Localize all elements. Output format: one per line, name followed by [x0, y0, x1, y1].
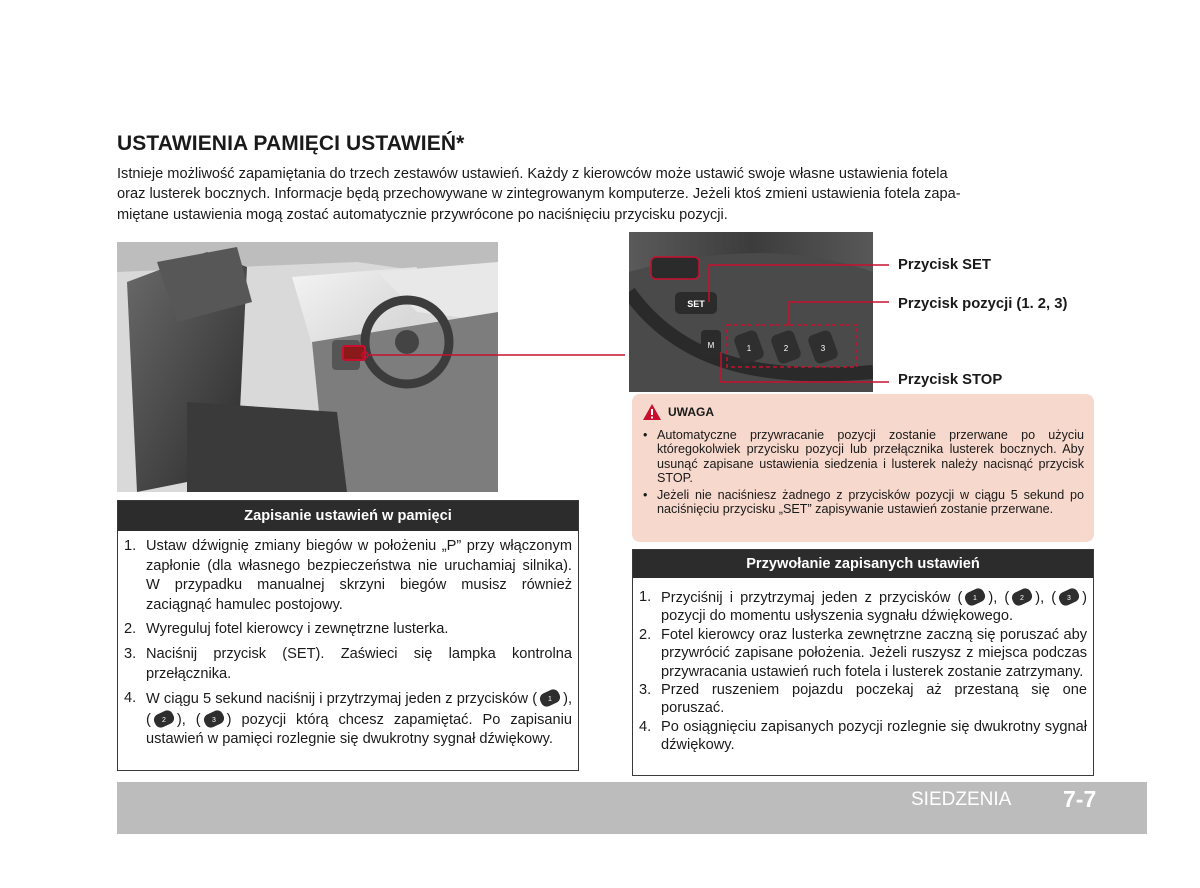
stop-key-label: M: [707, 341, 715, 350]
step-text: Wyreguluj fotel kierowcy i zewnętrzne lusterka.: [146, 621, 449, 638]
position-2-button-icon: [151, 710, 177, 728]
position-2-button-icon: [1009, 588, 1035, 606]
intro-line: Istnieje możliwość zapamiętania do trzech zestawów ustawień. Każdy z kierowców może ustawić swoje własne ustawienia fotela: [117, 166, 948, 182]
step-text-separator: ), (: [146, 691, 572, 728]
warning-item: • Jeżeli nie naciśniesz żadnego z przycisków pozycji w ciągu 5 sekund po naciśnięciu przycisku „SET” zapisywanie ustawień zostanie przerwane.: [640, 488, 1084, 517]
set-key-label: SET: [687, 299, 705, 309]
recall-settings-heading: Przywołanie zapisanych ustawień: [633, 550, 1093, 578]
step-text-separator: ), (: [988, 590, 1010, 606]
step-number: 1.: [124, 538, 137, 554]
intro-line: miętane ustawienia mogą zostać automatycznie przywrócone po naciśnięciu przycisku pozycji.: [117, 206, 728, 223]
warning-list: [640, 428, 1084, 518]
recall-step: [639, 626, 1087, 681]
position-1-button-icon: [962, 588, 988, 606]
step-number: 3.: [639, 682, 652, 699]
save-steps-list: [118, 531, 578, 750]
recall-step: [639, 681, 1087, 718]
step-text-separator: ), (: [176, 711, 201, 728]
step-text: Po osiągnięciu zapisanych pozycji rozlegnie się dwukrotny sygnał dźwiękowy.: [661, 718, 1087, 754]
callout-position-buttons: Przycisk pozycji (1. 2, 3): [898, 296, 1068, 312]
callout-connector-line: [360, 340, 630, 370]
recall-step: [639, 588, 1087, 626]
step-text: Ustaw dźwignię zmiany biegów w położeniu „P” przy włączonym zapłonie (dla własnego bezpieczeństwa nie uruchamiaj silnika). W przypadku manualnej skrzyni biegów musisz również zaciągnąć hamulec postojowy.: [146, 538, 572, 613]
save-settings-heading: Zapisanie ustawień w pamięci: [118, 501, 578, 531]
step-text: Fotel kierowcy oraz lusterka zewnętrzne zaczną się poruszać aby przywrócić zapisane położenia. Jeżeli ruszysz z miejsca podczas przywracania ustawień ruch fotela i lusterek zostanie zatrzymany.: [661, 626, 1087, 680]
step-number: 1.: [639, 589, 652, 605]
warning-triangle-icon: [642, 403, 662, 421]
step-text: Naciśnij przycisk (SET). Zaświeci się lampka kontrolna przełącznika.: [146, 645, 572, 682]
step-number: 3.: [124, 645, 137, 662]
svg-text:3: 3: [211, 716, 216, 724]
save-step: [124, 620, 572, 640]
step-text-end: ) pozycji którą chcesz zapamiętać. Po zapisaniu ustawień w pamięci rozlegnie się dwukrotny sygnał dźwiękowy.: [146, 711, 572, 748]
position-3-button-icon: [201, 710, 227, 728]
pos1-key-label: 1: [746, 344, 752, 353]
svg-text:2: 2: [161, 716, 166, 724]
step-text-separator: ), (: [1035, 590, 1057, 606]
footer-section-name: SIEDZENIA: [911, 789, 1012, 810]
pos3-key-label: 3: [820, 344, 826, 353]
svg-text:2: 2: [1020, 595, 1025, 602]
position-1-button-icon: [537, 689, 563, 707]
svg-text:3: 3: [1067, 595, 1072, 602]
recall-steps-list: [633, 578, 1093, 755]
memory-switch-detail-image: [629, 232, 873, 392]
svg-text:1: 1: [973, 595, 978, 602]
callout-set-button: Przycisk SET: [898, 257, 991, 273]
step-text-start: W ciągu 5 sekund naciśnij i przytrzymaj jeden z przycisków (: [146, 691, 538, 708]
step-text-start: Przyciśnij i przytrzymaj jeden z przycisków (: [661, 590, 963, 606]
step-text-end: ) pozycji do momentu usłyszenia sygnału dźwiękowego.: [661, 590, 1087, 625]
intro-paragraph: [117, 164, 1093, 225]
recall-settings-box: [632, 549, 1094, 776]
save-step: [124, 689, 572, 750]
position-3-button-icon: [1056, 588, 1082, 606]
warning-item: • Automatyczne przywracanie pozycji zostanie przerwane po użyciu któregokolwiek przycisku pozycji lub przełącznika lusterek bocznych. Aby usunąć zapisane ustawienia siedzenia i lusterek należy nacisnąć przycisk STOP.: [640, 428, 1084, 486]
recall-step: [639, 718, 1087, 755]
intro-line: oraz lusterek bocznych. Informacje będą przechowywane w zintegrowanym komputerze. Jeżeli ktoś zmieni ustawienia fotela zapa-: [117, 186, 961, 203]
svg-text:1: 1: [548, 696, 553, 704]
callout-lines: [873, 258, 895, 388]
footer-page-number: 7-7: [1063, 786, 1097, 812]
warning-heading: UWAGA: [668, 405, 714, 419]
save-step: [124, 537, 572, 615]
step-number: 2.: [639, 626, 652, 643]
page-title: USTAWIENIA PAMIĘCI USTAWIEŃ*: [117, 132, 465, 155]
save-settings-box: [117, 500, 579, 771]
step-number: 4.: [639, 718, 652, 735]
step-number: 4.: [124, 690, 137, 707]
callout-stop-button: Przycisk STOP: [898, 372, 1003, 388]
pos2-key-label: 2: [783, 344, 789, 353]
save-step: [124, 645, 572, 684]
step-text: Przed ruszeniem pojazdu poczekaj aż przestaną się one poruszać.: [661, 682, 1087, 717]
step-number: 2.: [124, 621, 137, 638]
